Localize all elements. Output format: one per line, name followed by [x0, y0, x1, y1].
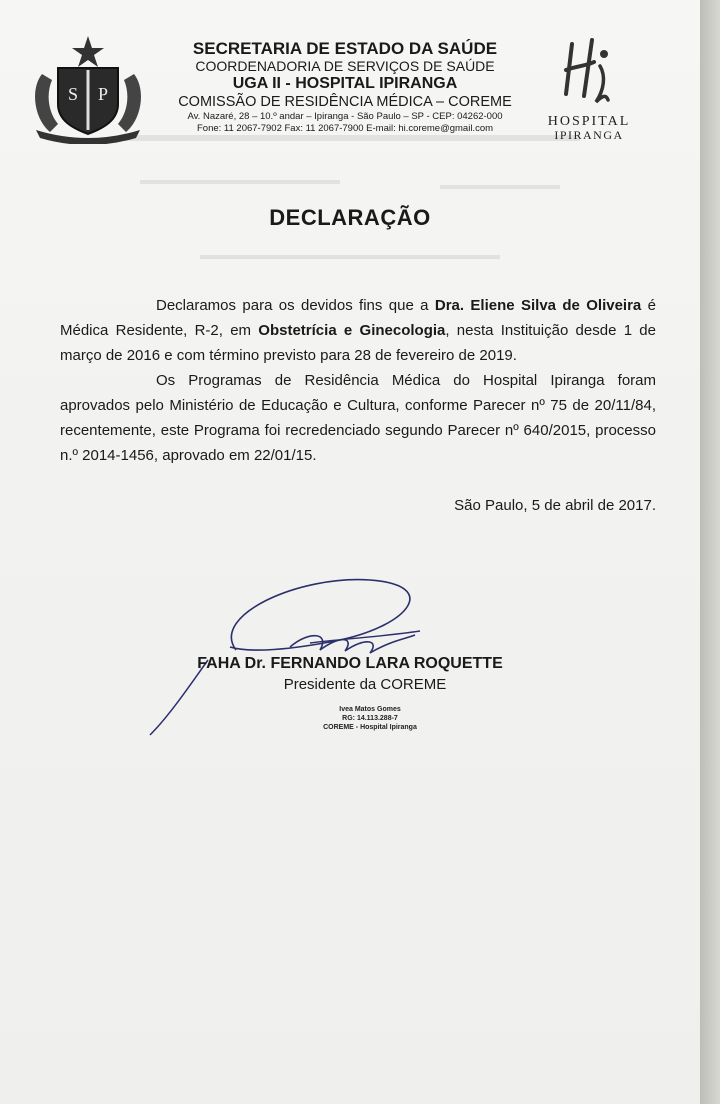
- letterhead-text: [160, 40, 530, 135]
- page-edge-shadow: [700, 0, 720, 1104]
- hospital-ipiranga-logo: [528, 36, 648, 146]
- sao-paulo-coat-of-arms-icon: [28, 34, 148, 144]
- document-date: São Paulo, 5 de abril de 2017.: [454, 497, 656, 514]
- letterhead: [0, 30, 700, 140]
- stamp-institution: COREME - Hospital Ipiranga: [323, 724, 417, 731]
- declaration-body: [60, 293, 656, 468]
- logo-hospital-text: HOSPITAL: [547, 114, 631, 129]
- signer-name: FAHA Dr. FERNANDO LARA ROQUETTE: [197, 655, 503, 672]
- p1-intro: Declaramos para os devidos fins que a: [156, 297, 435, 314]
- header-address: Av. Nazaré, 28 – 10.º andar – Ipiranga - São Paulo – SP - CEP: 04262-000: [187, 111, 503, 122]
- p1-middle: é Médica Residente, R-2, em: [60, 297, 656, 339]
- resident-name: Dra. Eliene Silva de Oliveira: [434, 297, 642, 314]
- crest-letter-s: S: [67, 84, 79, 104]
- logo-ipiranga-text: IPIRANGA: [554, 128, 624, 142]
- header-coordenadoria: COORDENADORIA DE SERVIÇOS DE SAÚDE: [195, 58, 495, 74]
- header-hospital: UGA II - HOSPITAL IPIRANGA: [232, 75, 458, 92]
- header-contact: Fone: 11 2067-7902 Fax: 11 2067-7900 E-mail: hi.coreme@gmail.com: [196, 123, 494, 134]
- document-title: DECLARAÇÃO: [269, 205, 431, 230]
- specialty-name: Obstetrícia e Ginecologia: [258, 322, 446, 339]
- paragraph-2: Os Programas de Residência Médica do Hospital Ipiranga foram aprovados pelo Ministério de Educação e Cultura, conforme Parecer nº 75 de 20/11/84, recentemente, este Programa foi recredenciado segundo Parecer nº 640/2015, processo n.º 2014-1456, aprovado em 22/01/15.: [60, 372, 656, 464]
- header-secretaria: SECRETARIA DE ESTADO DA SAÚDE: [192, 39, 498, 58]
- p1-end: , nesta Instituição desde 1 de março de 2016 e com término previsto para 28 de fevereiro de 2019.: [60, 322, 656, 364]
- signer-role: Presidente da COREME: [283, 676, 447, 693]
- crest-letter-p: P: [97, 84, 109, 104]
- paragraph-1: [60, 293, 656, 368]
- stamp-name: Ivea Matos Gomes: [339, 706, 401, 713]
- hi-logo-icon: [554, 36, 614, 108]
- stamp-rg: RG: 14.113.288-7: [342, 715, 398, 722]
- header-comissao: COMISSÃO DE RESIDÊNCIA MÉDICA – COREME: [178, 94, 512, 110]
- official-stamp: [300, 705, 440, 732]
